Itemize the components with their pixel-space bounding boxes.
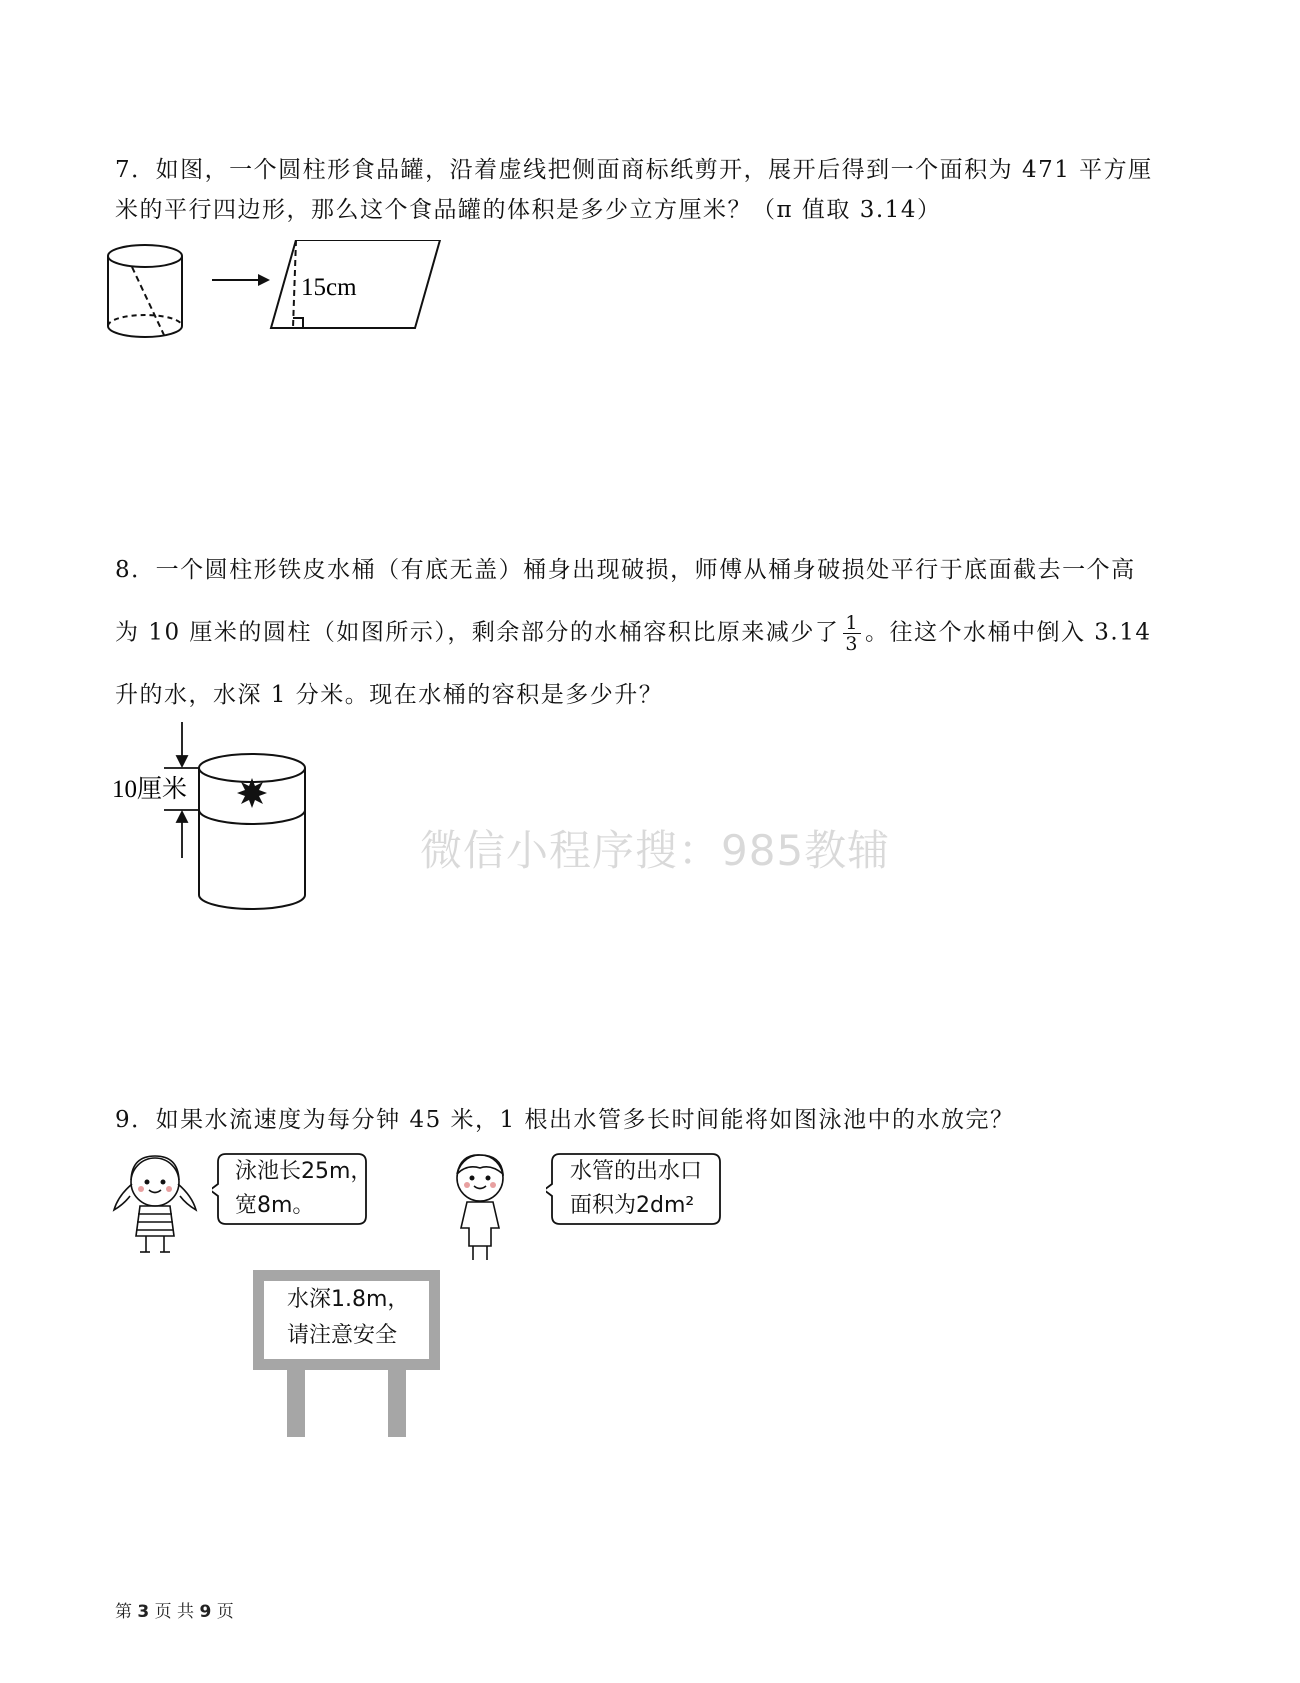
q8-line-2 [115, 613, 1152, 654]
q8-height-label: 10厘米 [112, 776, 188, 803]
damage-icon [237, 778, 267, 808]
fraction-one-third [843, 613, 861, 654]
girl-bubble-line-2: 宽8m。 [235, 1193, 315, 1218]
boy-bubble-line-1: 水管的出水口 [570, 1159, 703, 1184]
q9-line-1: 9．如果水流速度为每分钟 45 米，1 根出水管多长时间能将如图泳池中的水放完？ [115, 1107, 1015, 1133]
q8-line-2-before: 为 10 厘米的圆柱（如图所示），剩余部分的水桶容积比原来减少了 [115, 619, 840, 646]
q8-line-3: 升的水，水深 1 分米。现在水桶的容积是多少升？ [115, 682, 664, 708]
q8-figure [100, 720, 340, 910]
cylinder-figure [108, 245, 182, 337]
boy-icon [445, 1148, 515, 1263]
page-footer [115, 1597, 234, 1622]
arrow-right-icon [212, 274, 270, 286]
footer-middle: 页 共 [154, 1602, 195, 1622]
watermark: 微信小程序搜：985教辅 [420, 826, 891, 875]
q7-figure [100, 240, 500, 360]
q7-line-1: 7．如图，一个圆柱形食品罐，沿着虚线把侧面商标纸剪开，展开后得到一个面积为 471 平方厘 [115, 157, 1153, 183]
fraction-denominator: 3 [845, 633, 859, 655]
girl-bubble-line-1: 泳池长25m， [235, 1159, 373, 1184]
bucket-figure [199, 754, 305, 909]
footer-page-number: 3 [137, 1602, 150, 1622]
footer-total-pages: 9 [199, 1602, 212, 1622]
q8-line-1: 8．一个圆柱形铁皮水桶（有底无盖）桶身出现破损，师傅从桶身破损处平行于底面截去一个高 [115, 557, 1136, 583]
sign-line-2: 请注意安全 [287, 1323, 398, 1348]
footer-prefix: 第 [115, 1602, 132, 1622]
q7-height-label: 15cm [301, 274, 357, 301]
girl-icon [110, 1148, 200, 1258]
fraction-numerator: 1 [845, 612, 859, 634]
boy-bubble-line-2: 面积为2dm² [570, 1193, 695, 1218]
q8-line-2-after: 。往这个水桶中倒入 3.14 [864, 619, 1152, 646]
q7-line-2: 米的平行四边形，那么这个食品罐的体积是多少立方厘米？（π 值取 3.14） [115, 197, 942, 223]
footer-suffix: 页 [216, 1602, 234, 1622]
sign-line-1: 水深1.8m， [287, 1287, 410, 1312]
